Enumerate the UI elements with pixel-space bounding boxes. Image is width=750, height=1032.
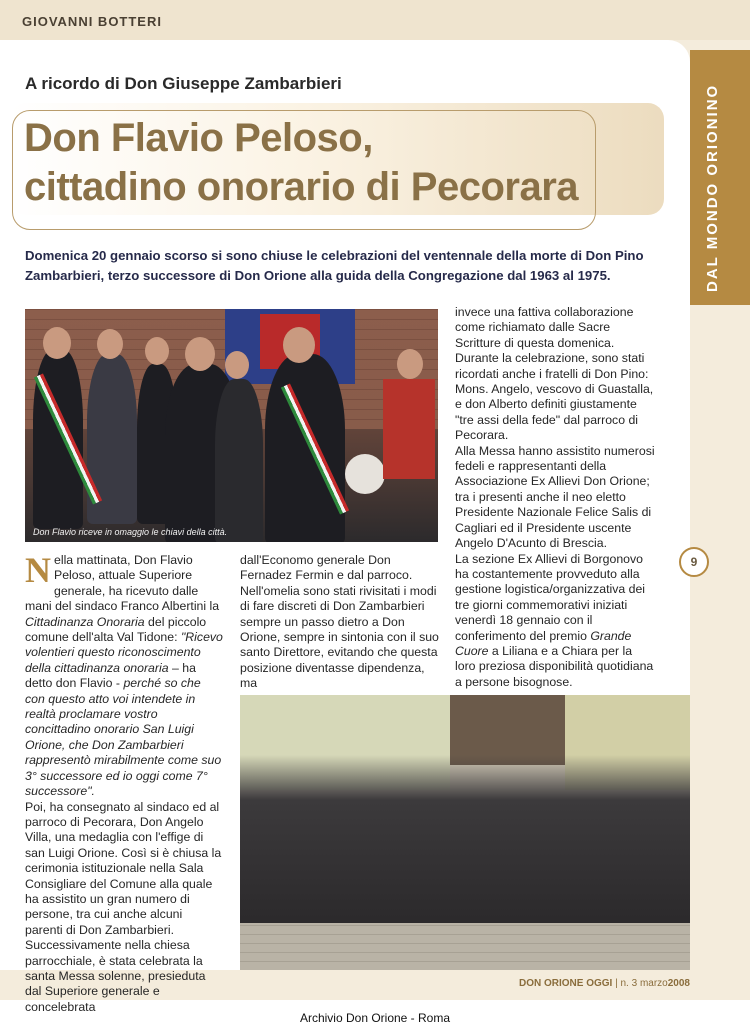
person-mayor bbox=[265, 354, 345, 542]
paragraph: Durante la celebrazione, sono stati ricordati anche i fratelli di Don Pino: Mons. Angelo, vescovo di Guastalla, e don Alberto definiti giustamente "tre assi della fede" dal parroco di Pecorara. bbox=[455, 351, 654, 443]
paragraph bbox=[25, 550, 223, 800]
text-column-3 bbox=[455, 305, 655, 690]
text-run: a Liliana e a Chiara per la loro preziosa disponibilità quotidiana a persone bisognose. bbox=[455, 643, 654, 689]
title-line-1: Don Flavio Peloso, bbox=[24, 116, 373, 160]
archive-credit: Archivio Don Orione - Roma bbox=[299, 1011, 451, 1025]
paragraph: Successivamente nella chiesa parrocchiale, è stata celebrata la santa Messa solenne, presieduta dal Superiore generale e concelebrata bbox=[25, 938, 206, 1014]
issue-year: 2008 bbox=[667, 978, 690, 989]
quote-italic: "Ricevo volentieri questo riconoscimento della cittadinanza onoraria bbox=[25, 630, 223, 675]
issue-info: n. 3 marzo bbox=[620, 978, 668, 989]
text-run-italic: Grande Cuore bbox=[455, 628, 632, 658]
ceremony-photo bbox=[25, 309, 438, 542]
author-name: GIOVANNI BOTTERI bbox=[22, 14, 162, 29]
crowd bbox=[240, 755, 690, 935]
article-lede: Domenica 20 gennaio scorso si sono chiuse le celebrazioni del ventennale della morte di Don Pino Zambarbieri, terzo successore di Don Orione alla guida della Congregazione dal 1963 al 1975. bbox=[25, 248, 644, 283]
text-column-2 bbox=[240, 553, 440, 692]
page-number: 9 bbox=[679, 547, 709, 577]
person-head bbox=[43, 327, 71, 359]
drop-cap: N bbox=[25, 550, 51, 590]
paragraph: dall'Economo generale Don Fernadez Fermin e dal parroco. Nell'omelia sono stati rivisitati i modi di fare discreti di Don Zambarbieri sempre un passo dietro a Don Orione, sempre in sintonia con il suo santo Direttore, evitando che questa posizione diventasse dipendenza, ma bbox=[240, 553, 439, 691]
group-photo bbox=[240, 695, 690, 970]
person-head bbox=[185, 337, 215, 371]
child bbox=[345, 454, 385, 494]
text-run: del piccolo comune dell'alta Val Tidone: bbox=[25, 614, 207, 645]
page-footer: DON ORIONE OGGI | n. 3 marzo2008 bbox=[519, 978, 690, 989]
person-head bbox=[283, 327, 315, 363]
paragraph: invece una fattiva collaborazione come richiamato dalle Sacre Scritture di questa domenica. bbox=[455, 305, 634, 350]
person-head bbox=[397, 349, 423, 379]
text-run: – ha detto don Flavio - bbox=[25, 660, 196, 691]
article-title bbox=[24, 114, 578, 212]
magazine-name: DON ORIONE OGGI bbox=[519, 978, 613, 989]
article-overline: A ricordo di Don Giuseppe Zambarbieri bbox=[25, 74, 342, 93]
text-run: La sezione Ex Allievi di Borgonovo ha costantemente provveduto alla gestione logistica/organizzativa dei tre giorni commemorativi iniziati venerdì 18 gennaio con il conferimento del premio bbox=[455, 551, 646, 643]
paragraph: Alla Messa hanno assistito numerosi fedeli e rappresentanti della Associazione Ex Allievi Don Orione; tra i presenti anche il neo eletto Presidente Nazionale Felice Salis di Cagliari ed il Presidente uscente Angelo D'Acunto di Brescia. bbox=[455, 443, 655, 551]
person-head bbox=[97, 329, 123, 359]
paragraph bbox=[455, 552, 655, 691]
photo-caption: Don Flavio riceve in omaggio le chiavi della città. bbox=[33, 527, 228, 537]
text-run: ella mattinata, Don Flavio Peloso, attuale Superiore generale, ha ricevuto dalle mani del sindaco Franco Albertini la bbox=[25, 553, 220, 614]
quote-italic: perché so che con questo atto voi intendete in realtà proclamare vostro concittadino onorario San Luigi Orione, che Don Zambarbieri rappresentò mirabilmente come suo 3° successore ed io oggi come 7° successore". bbox=[25, 676, 222, 799]
text-column-1 bbox=[25, 550, 223, 1015]
section-label: DAL MONDO ORIONINO bbox=[704, 83, 721, 292]
title-line-2: cittadino onorario di Pecorara bbox=[24, 165, 579, 209]
guard-red-coat bbox=[383, 379, 435, 479]
person bbox=[215, 379, 263, 542]
text-run-italic: Cittadinanza Onoraria bbox=[25, 614, 145, 629]
church-steps bbox=[240, 923, 690, 970]
person-head bbox=[225, 351, 249, 379]
paragraph: Poi, ha consegnato al sindaco ed al parroco di Pecorara, Don Angelo Villa, una medaglia con l'effige di san Luigi Orione. Così si è chiusa la cerimonia istituzionale nella Sala Consigliare del Comune alla quale ha assistito un gran numero di persone, tra cui anche alcuni parenti di Don Zambarbieri. bbox=[25, 799, 222, 937]
person-head bbox=[145, 337, 169, 365]
